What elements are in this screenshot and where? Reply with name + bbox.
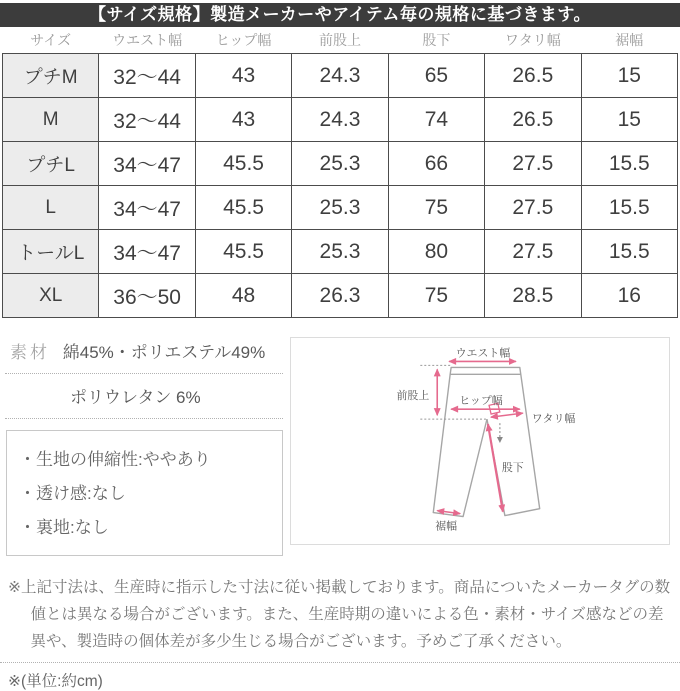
measurement-cell: 24.3 bbox=[292, 54, 388, 98]
measurement-cell: 15 bbox=[581, 54, 677, 98]
column-header: 前股上 bbox=[292, 27, 388, 54]
down-pointer-arrowhead bbox=[497, 437, 503, 443]
measurement-cell: 25.3 bbox=[292, 186, 388, 230]
measurement-cell: 27.5 bbox=[485, 186, 581, 230]
measurement-cell: 25.3 bbox=[292, 230, 388, 274]
hip-width-label: ヒップ幅 bbox=[459, 395, 503, 408]
fabric-property: ・生地の伸縮性:ややあり bbox=[19, 450, 211, 469]
measurement-cell: 26.5 bbox=[485, 98, 581, 142]
measurement-cell: 36〜50 bbox=[99, 274, 195, 318]
measurement-cell: 43 bbox=[195, 54, 291, 98]
waist-width-label: ウエスト幅 bbox=[455, 347, 511, 360]
column-header: 裾幅 bbox=[581, 27, 677, 54]
measurement-cell: 15.5 bbox=[581, 142, 677, 186]
measurement-cell: 48 bbox=[195, 274, 291, 318]
measurement-cell: 34〜47 bbox=[99, 142, 195, 186]
measurement-cell: 27.5 bbox=[485, 142, 581, 186]
pants-diagram-svg bbox=[291, 338, 669, 544]
front-rise-label: 前股上 bbox=[396, 390, 430, 403]
material-value-2: ポリウレタン 6% bbox=[70, 388, 201, 407]
size-table-header-row bbox=[3, 27, 678, 54]
measurement-cell: 34〜47 bbox=[99, 186, 195, 230]
page-title: 【サイズ規格】製造メーカーやアイテム毎の規格に基づきます。 bbox=[0, 3, 680, 27]
table-row bbox=[3, 98, 678, 142]
unit-note: ※(単位:約cm) bbox=[8, 673, 103, 690]
measurement-cell: 27.5 bbox=[485, 230, 581, 274]
size-table-body bbox=[3, 54, 678, 318]
fabric-property: ・透け感:なし bbox=[19, 484, 126, 503]
table-row bbox=[3, 54, 678, 98]
table-row bbox=[3, 142, 678, 186]
measurement-cell: 26.3 bbox=[292, 274, 388, 318]
size-name-cell: L bbox=[3, 186, 99, 230]
column-header: ヒップ幅 bbox=[195, 27, 291, 54]
size-name-cell: XL bbox=[3, 274, 99, 318]
measurement-cell: 45.5 bbox=[195, 142, 291, 186]
details-section bbox=[0, 330, 680, 556]
dotted-divider bbox=[0, 662, 680, 663]
column-header: ウエスト幅 bbox=[99, 27, 195, 54]
table-row bbox=[3, 274, 678, 318]
measurement-cell: 15.5 bbox=[581, 186, 677, 230]
table-row bbox=[3, 230, 678, 274]
measurement-cell: 66 bbox=[388, 142, 484, 186]
column-header: ワタリ幅 bbox=[485, 27, 581, 54]
column-header: 股下 bbox=[388, 27, 484, 54]
measurement-cell: 74 bbox=[388, 98, 484, 142]
measurement-cell: 15 bbox=[581, 98, 677, 142]
measurement-cell: 43 bbox=[195, 98, 291, 142]
measurement-cell: 45.5 bbox=[195, 186, 291, 230]
table-row bbox=[3, 186, 678, 230]
measurement-cell: 26.5 bbox=[485, 54, 581, 98]
hem-width-label: 裾幅 bbox=[435, 520, 458, 533]
inseam-label: 股下 bbox=[501, 461, 524, 474]
measurement-cell: 32〜44 bbox=[99, 98, 195, 142]
measurement-cell: 80 bbox=[388, 230, 484, 274]
measurement-diagram bbox=[290, 337, 670, 545]
size-name-cell: プチM bbox=[3, 54, 99, 98]
thigh-width-arrow bbox=[491, 413, 523, 417]
material-value-1: 綿45%・ポリエステル49% bbox=[62, 343, 266, 362]
size-name-cell: プチL bbox=[3, 142, 99, 186]
measurement-cell: 65 bbox=[388, 54, 484, 98]
measurement-cell: 25.3 bbox=[292, 142, 388, 186]
measurement-cell: 15.5 bbox=[581, 230, 677, 274]
material-column bbox=[0, 330, 290, 556]
size-name-cell: M bbox=[3, 98, 99, 142]
measurement-cell: 16 bbox=[581, 274, 677, 318]
material-row bbox=[0, 330, 290, 373]
measurement-cell: 75 bbox=[388, 186, 484, 230]
measurement-cell: 28.5 bbox=[485, 274, 581, 318]
measurement-cell: 45.5 bbox=[195, 230, 291, 274]
dotted-divider bbox=[5, 418, 283, 419]
thigh-width-label: ワタリ幅 bbox=[531, 413, 576, 426]
measurement-cell: 34〜47 bbox=[99, 230, 195, 274]
fabric-property: ・裏地:なし bbox=[19, 518, 109, 537]
column-header: サイズ bbox=[3, 27, 99, 54]
measurement-cell: 75 bbox=[388, 274, 484, 318]
size-spec-table bbox=[2, 27, 678, 318]
fabric-properties-list bbox=[6, 430, 283, 556]
measurement-cell: 32〜44 bbox=[99, 54, 195, 98]
size-name-cell: トールL bbox=[3, 230, 99, 274]
material-label: 素材 bbox=[10, 343, 50, 362]
measurement-cell: 24.3 bbox=[292, 98, 388, 142]
pants-waistband bbox=[450, 367, 521, 374]
disclaimer-note: ※上記寸法は、生産時に指示した寸法に従い掲載しております。商品についたメーカータグの数値とは異なる場合がございます。また、生産時期の違いによる色・素材・サイズ感などの差異や、製造時の個体差が多少生じる場合がございます。予めご了承ください。 bbox=[8, 579, 671, 650]
